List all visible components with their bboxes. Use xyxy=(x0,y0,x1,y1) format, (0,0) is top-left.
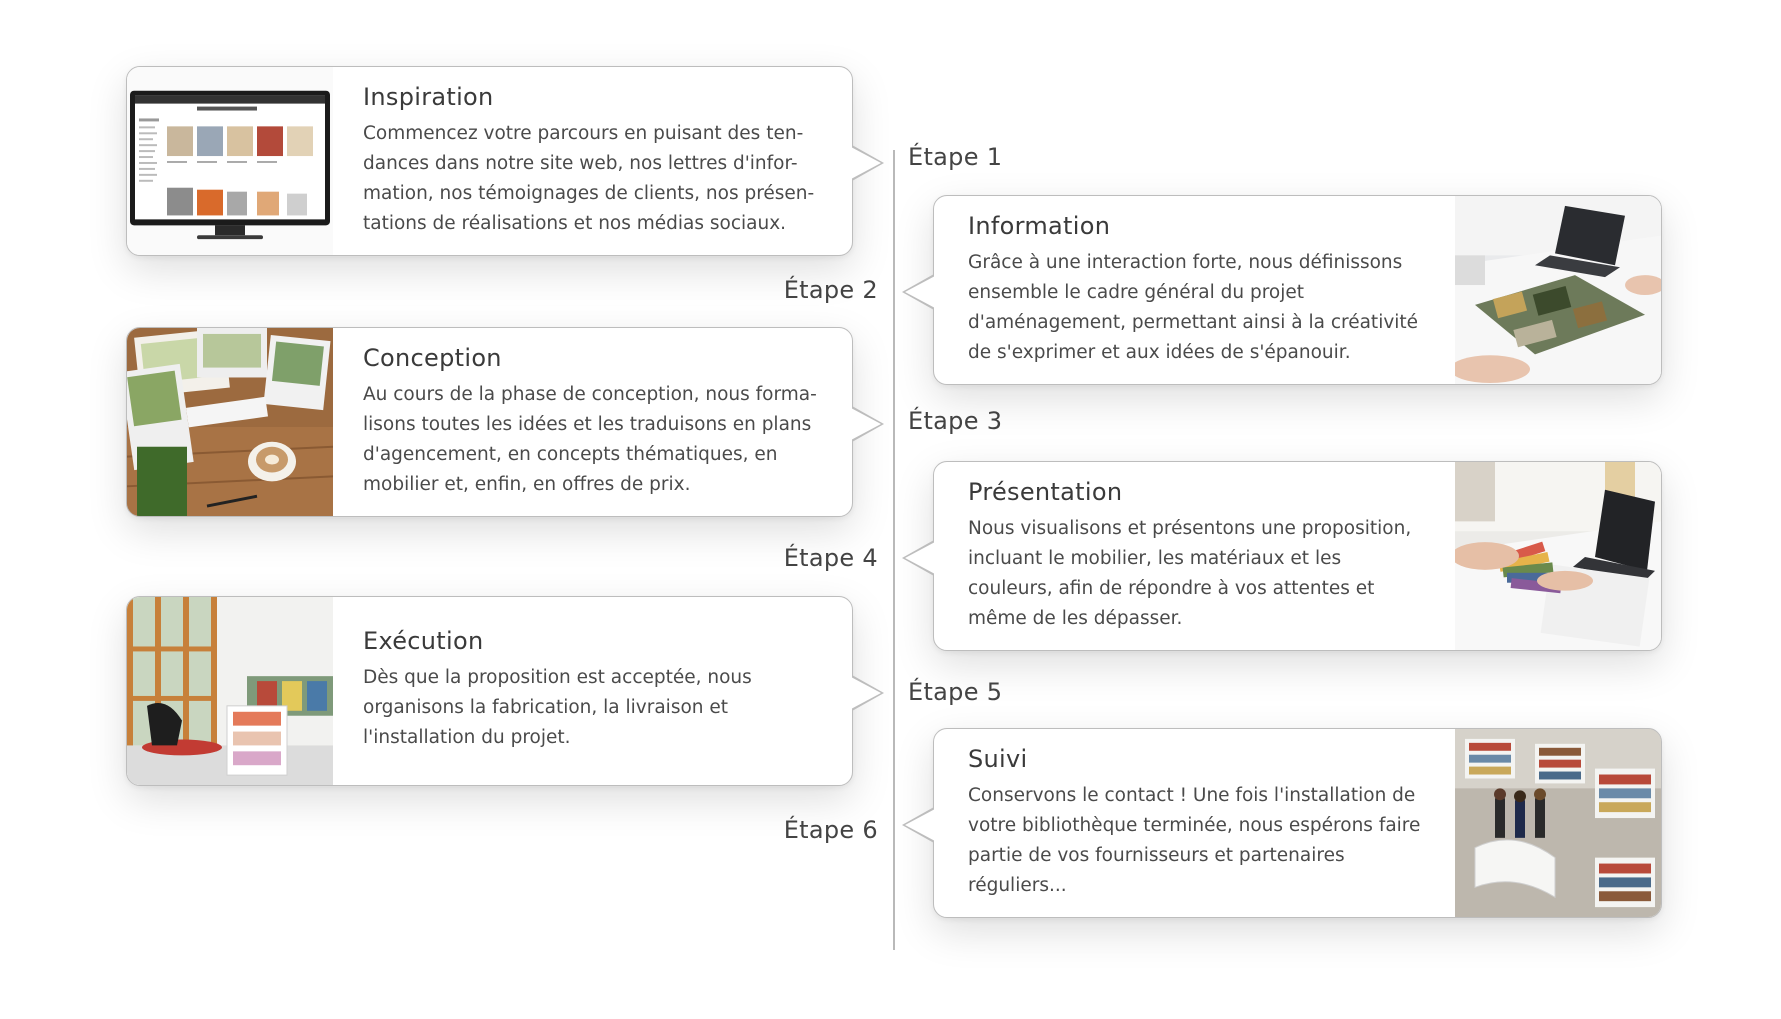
step-description: Conservons le contact ! Une fois l'installation de votre bibliothèque terminée, nous espérons faire partie de vos fournisseurs et partenaires réguliers... xyxy=(968,785,1421,896)
step-label-3: Étape 3 xyxy=(908,407,1003,435)
step-description: Nous visualisons et présentons une proposition, incluant le mobilier, les matériaux et les couleurs, afin de répondre à vos attentes et même de les dépasser. xyxy=(968,518,1412,629)
website-monitor-image xyxy=(127,67,333,255)
bubble-pointer xyxy=(852,675,884,711)
library-interior-image xyxy=(127,597,333,785)
timeline-axis xyxy=(893,150,895,950)
step-card-presentation xyxy=(933,461,1662,651)
step-card-information xyxy=(933,195,1662,385)
step-title: Exécution xyxy=(363,627,484,655)
step-description: Au cours de la phase de conception, nous forma- lisons toutes les idées et les traduisons en plans d'agencement, en concepts thématiques, en mobilier et, enfin, en offres de prix. xyxy=(363,384,817,495)
step-title: Information xyxy=(968,212,1111,240)
meeting-table-image xyxy=(1455,196,1661,384)
step-title: Inspiration xyxy=(363,83,494,111)
color-samples-image xyxy=(1455,462,1661,650)
bubble-pointer xyxy=(902,274,934,310)
step-label-4: Étape 4 xyxy=(783,544,878,572)
step-card-inspiration xyxy=(126,66,853,256)
step-title: Présentation xyxy=(968,478,1123,506)
bubble-pointer xyxy=(902,807,934,843)
step-label-5: Étape 5 xyxy=(908,678,1003,706)
step-card-execution xyxy=(126,596,853,786)
step-card-suivi xyxy=(933,728,1662,918)
step-label-2: Étape 2 xyxy=(783,276,878,304)
step-title: Conception xyxy=(363,344,502,372)
bubble-pointer xyxy=(852,406,884,442)
step-label-1: Étape 1 xyxy=(908,143,1003,171)
library-team-image xyxy=(1455,729,1661,917)
step-label-6: Étape 6 xyxy=(783,816,878,844)
step-description: Grâce à une interaction forte, nous définissons ensemble le cadre général du projet d'aménagement, permettant ainsi à la créativité de s'exprimer et aux idées de s'épanouir. xyxy=(968,252,1419,363)
bubble-pointer xyxy=(852,145,884,181)
step-description: Commencez votre parcours en puisant des ten- dances dans notre site web, nos lettres d'infor- mation, nos témoignages de clients, nos présen- tations de réalisations et nos médias sociaux. xyxy=(363,123,815,234)
bubble-pointer xyxy=(902,540,934,576)
step-card-conception xyxy=(126,327,853,517)
step-description: Dès que la proposition est acceptée, nous organisons la fabrication, la livraison et l'installation du projet. xyxy=(363,667,752,748)
step-title: Suivi xyxy=(968,745,1028,773)
design-moodboard-image xyxy=(127,328,333,516)
